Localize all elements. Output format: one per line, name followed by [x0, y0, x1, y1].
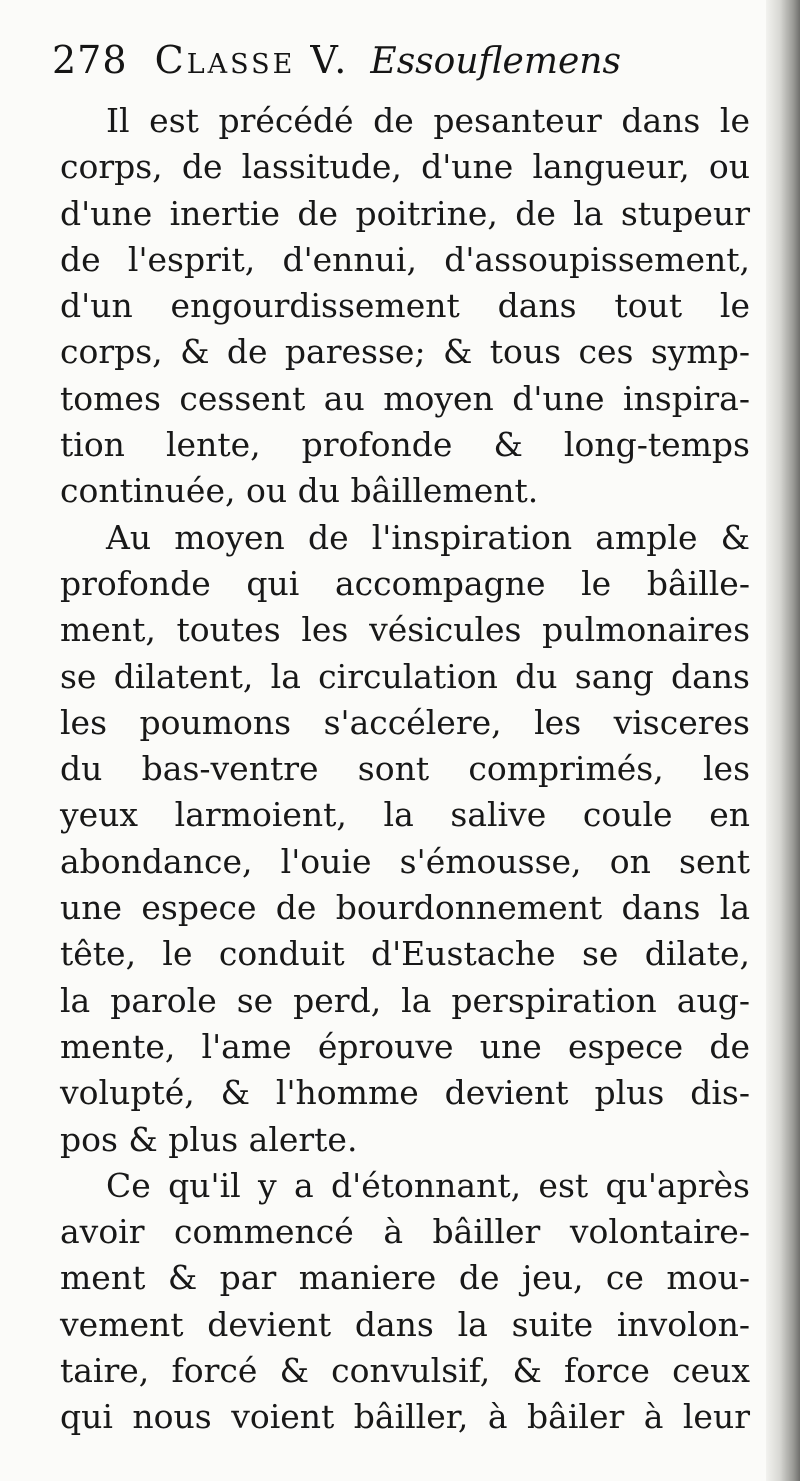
text-line: d'un engourdissement dans tout le [60, 286, 750, 326]
text-line: yeux larmoient, la salive coule en [60, 795, 750, 835]
running-title: Classe V. [154, 38, 350, 82]
text-line: mente, l'ame éprouve une espece de [60, 1026, 750, 1066]
text-line: continuée, ou du bâillement. [60, 471, 539, 511]
text-line: avoir commencé à bâiller volontaire- [60, 1212, 750, 1252]
text-line: Au moyen de l'inspiration ample & [106, 517, 750, 557]
text-line: volupté, & l'homme devient plus dis- [60, 1073, 750, 1113]
text-line: du bas-ventre sont comprimés, les [60, 749, 750, 789]
paragraph [60, 98, 750, 515]
text-line: abondance, l'ouie s'émousse, on sent [60, 841, 750, 881]
text-line: profonde qui accompagne le bâille- [60, 563, 750, 603]
text-line: de l'esprit, d'ennui, d'assoupissement, [60, 239, 750, 279]
text-line: se dilatent, la circulation du sang dans [60, 656, 750, 696]
running-header [52, 38, 752, 90]
text-line: pos & plus alerte. [60, 1119, 358, 1159]
body-text [60, 98, 750, 1441]
text-line: Ce qu'il y a d'étonnant, est qu'après [106, 1165, 750, 1205]
text-line: ment & par maniere de jeu, ce mou- [60, 1258, 750, 1298]
page-number: 278 [52, 38, 128, 82]
text-line: corps, & de paresse; & tous ces symp- [60, 332, 750, 372]
text-line: tion lente, profonde & long-temps [60, 425, 750, 465]
text-line: tomes cessent au moyen d'une inspira- [60, 378, 750, 418]
running-subtitle: Essouflemens [370, 41, 621, 82]
text-line: la parole se perd, la perspiration aug- [60, 980, 750, 1020]
text-line: d'une inertie de poitrine, de la stupeur [60, 193, 750, 233]
text-line: qui nous voient bâiller, à bâiler à leur [60, 1397, 750, 1437]
text-line: ment, toutes les vésicules pulmonaires [60, 610, 750, 650]
text-line: tête, le conduit d'Eustache se dilate, [60, 934, 750, 974]
text-line: corps, de lassitude, d'une langueur, ou [60, 147, 750, 187]
text-line: Il est précédé de pesanteur dans le [106, 101, 750, 140]
text-line: les poumons s'accélere, les visceres [60, 702, 750, 742]
text-line: vement devient dans la suite involon- [60, 1304, 750, 1344]
page-gutter-shadow [766, 0, 800, 1481]
text-line: une espece de bourdonnement dans la [60, 888, 750, 928]
paragraph [60, 1163, 750, 1441]
paragraph [60, 515, 750, 1163]
text-line: taire, forcé & convulsif, & force ceux [60, 1351, 750, 1391]
